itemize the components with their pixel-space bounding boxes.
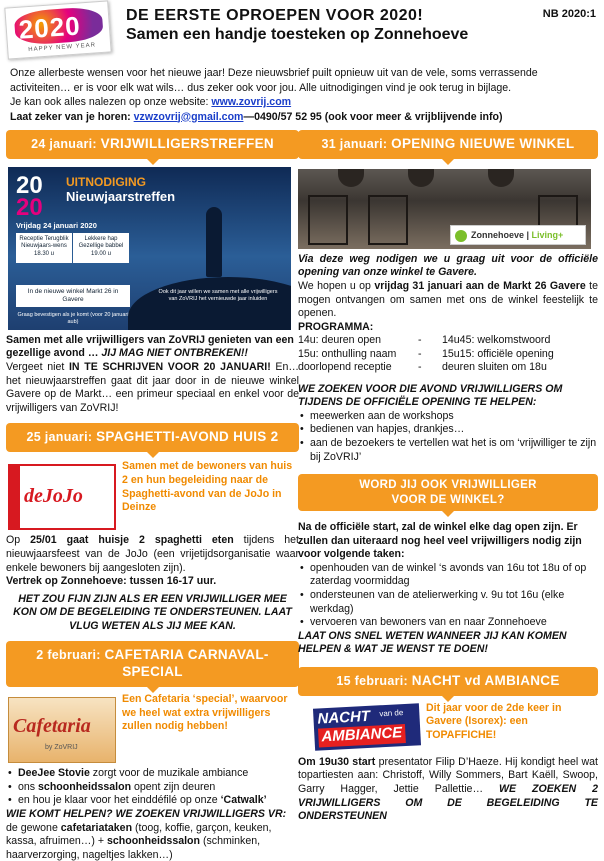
paragraph-text: We hopen u op [298, 280, 375, 293]
volunteer-call: LAAT ONS SNEL WETEN WANNEER JIJ KAN KOMEN HELPEN & WAT JE WENST TE DOEN! [298, 629, 567, 656]
paragraph-emphasis: 25/01 gaat huisje 2 spaghetti eten [30, 534, 234, 547]
flyer-title: UITNODIGING [66, 174, 146, 189]
flyer-year [16, 171, 43, 221]
table-cell: 14u45: welkomstwoord [442, 334, 551, 347]
flyer-subtitle: Nieuwjaarstreffen [66, 188, 176, 204]
table-cell: 14u: deuren open [298, 334, 382, 347]
section-intro: Na de officiële start, zal de winkel elke dag open zijn. Er zullen dan uiteraard nog heel veel vrijwilligers nodig zijn voor volgende taken: [298, 520, 582, 561]
lamp-shape [408, 169, 434, 187]
section-banner-vrijwilligerstreffen [6, 130, 299, 159]
list-item: • bedienen van hapjes, drankjes… [298, 423, 598, 437]
paragraph-emphasis: Om 19u30 start [298, 755, 376, 768]
section-paragraph [6, 361, 299, 415]
flyer-year-top: 20 [16, 171, 43, 199]
paragraph-emphasis: cafetariataken [60, 821, 133, 834]
list-item [6, 794, 299, 808]
program-title: PROGRAMMA: [298, 320, 374, 333]
flyer-program-cell: Lekkere hap Gezellige babbel 19.00 u [73, 233, 129, 263]
list-item [6, 781, 299, 795]
zonnehoeve-logo: Zonnehoeve | Living+ [450, 225, 586, 245]
invitation-flyer [8, 167, 291, 330]
section-paragraph [298, 280, 598, 321]
paragraph-text: Samen met alle vrijwilligers van ZoVRIJ genieten van een gezellige avond … [6, 333, 294, 360]
volunteer-call: WE ZOEKEN 2 VRIJWILLIGERS OM DE BEGELEIDING TE ONDERSTEUNEN [298, 782, 598, 823]
item-text: opent zijn deuren [131, 780, 216, 793]
section-intro: Samen met de bewoners van huis 2 en hun begeleiding naar de Spaghetti-avond van de JoJo in Deinze [122, 460, 293, 514]
table-cell: - [418, 347, 422, 360]
flyer-program [16, 233, 134, 265]
volunteer-call: HET ZOU FIJN ZIJN ALS ER EEN VRIJWILLIGER MEE KON OM DE BEGELEIDING TE ONDERSTEUNEN. LAAT VLUG WETEN ALS JIJ MEE KAN. [13, 592, 292, 632]
table-cell: - [418, 334, 422, 347]
newsletter-header [0, 0, 604, 62]
person-silhouette [206, 207, 222, 277]
paragraph-text: Op [6, 534, 31, 547]
paragraph-text: te mogen ontvangen om samen met ons de winkel feestelijk te openen. [298, 280, 599, 320]
intro-contact-line [10, 110, 596, 125]
paragraph-text: (schminken, haarverzorging, nageltjes lakken…) [6, 835, 261, 861]
phone-info: —0490/57 52 95 (ook voor meer & vrijblijvende info) [243, 110, 503, 123]
table-row [298, 348, 598, 361]
table-cell: 15u: onthulling naam [298, 347, 397, 360]
shop-photo [298, 169, 591, 249]
item-emphasis: DeeJee Stovie [18, 767, 90, 780]
shelf-shape [368, 195, 408, 245]
banner-title: OPENING NIEUWE WINKEL [391, 136, 575, 151]
flyer-text: Ook dit jaar willen we samen met alle vrijwilligers van ZoVRIJ het vernieuwde jaar inluiden [158, 288, 278, 302]
activity-list [6, 767, 299, 808]
section-paragraph [6, 822, 299, 861]
logo-text: Cafetaria [13, 715, 91, 738]
paragraph-text: tijdens het nieuwjaarsfeest van de JoJo (een vrijetijdsorganisatie waar enkele bewoners bij aangesloten zijn). [6, 534, 299, 574]
list-item: • vervoeren van bewoners van en naar Zonnehoeve [298, 616, 598, 630]
table-cell: doorlopend receptie [298, 361, 392, 374]
left-column [6, 130, 299, 861]
program-table [298, 334, 598, 374]
page-title: DE EERSTE OPROEPEN VOOR 2020! [126, 7, 424, 24]
item-text: en hou je klaar voor het einddéfilé op onze [18, 794, 221, 807]
banner-title: SPAGHETTI-AVOND HUIS 2 [96, 429, 279, 445]
paragraph-text: de gewone [6, 821, 61, 834]
issue-number: NB 2020:1 [542, 8, 596, 20]
paragraph-text: En… het nieuwjaarstreffen gaat dit jaar door in de nieuwe winkel Gavere op de Markt… een primeur speciaal en enkel voor de vrijwilligers van ZoVRIJ! [6, 361, 299, 414]
banner-date: 31 januari: [321, 137, 392, 151]
shelf-shape [308, 195, 348, 245]
logo-text: NACHT [317, 707, 371, 728]
item-text: ons [18, 780, 39, 793]
section-banner-nacht [298, 667, 598, 696]
table-row [298, 334, 598, 347]
section-paragraph [6, 534, 299, 575]
section-lead: Via deze weg nodigen we u graag uit voor de officiële opening van onze winkel te Gavere. [298, 252, 598, 279]
section-intro: Een Cafetaria ‘special’, waarvoor we heel wat extra vrijwilligers zullen nodig hebben! [122, 693, 288, 733]
item-emphasis: schoonheidssalon [38, 780, 132, 793]
sun-icon [455, 230, 467, 242]
section-paragraph [6, 334, 299, 361]
logo-text: van de [379, 707, 404, 719]
flyer-program-cell: Receptie Terugblik Nieuwjaars-wens 18.30 u [16, 233, 72, 263]
lamp-shape [338, 169, 364, 187]
banner-date: 25 januari: [26, 430, 97, 445]
logo-bar [10, 466, 20, 528]
item-emphasis: ‘Catwalk’ [220, 794, 267, 807]
logo-subtitle: HAPPY NEW YEAR [28, 42, 97, 54]
new-year-logo [4, 0, 111, 59]
volunteer-call: WE ZOEKEN VOOR DIE AVOND VRIJWILLIGERS OM TIJDENS DE OFFICIËLE OPENING TE HELPEN: [298, 382, 563, 409]
logo-year: 2020 [17, 10, 82, 45]
intro-line: activiteiten… er is voor elk wat wils… dus zeker ook voor jou. Alle uitnodigingen vind je ook terug in bijlage. [10, 81, 512, 94]
paragraph-emphasis: JIJ MAG NIET ONTBREKEN!! [101, 347, 248, 360]
table-row [298, 361, 598, 374]
flyer-location: In de nieuwe winkel Markt 26 in Gavere [16, 285, 130, 307]
section-intro: Dit jaar voor de 2de keer in Gavere (Isorex): een TOPAFFICHE! [426, 701, 562, 741]
paragraph-text: Vergeet niet [6, 361, 69, 374]
flyer-note: Graag bevestigen als je komt (voor 20 januari aub) [17, 311, 129, 325]
list-item [6, 767, 299, 781]
volunteer-call: WIE KOMT HELPEN? WE ZOEKEN VRIJWILLIGERS VR: [6, 808, 287, 820]
contact-prefix: Laat zeker van je horen: [10, 110, 134, 123]
banner-title: CAFETARIA CARNAVAL-SPECIAL [104, 647, 269, 680]
website-prefix: Je kan ook alles nalezen op onze website: [10, 96, 212, 108]
departure-time: Vertrek op Zonnehoeve: tussen 16-17 uur. [6, 575, 217, 588]
section-banner-cafetaria [6, 641, 299, 687]
banner-date: 15 februari: [336, 673, 412, 688]
task-list [298, 562, 598, 630]
page-subtitle: Samen een handje toesteken op Zonnehoeve [126, 26, 469, 43]
intro-website-line [10, 95, 596, 110]
website-link[interactable]: www.zovrij.com [211, 96, 292, 108]
paragraph-emphasis: IN TE SCHRIJVEN VOOR 20 JANUARI! [68, 361, 271, 374]
mountain-silhouette [128, 277, 291, 330]
banner-title: VOOR DE WINKEL? [391, 493, 505, 506]
table-cell: - [418, 361, 422, 374]
paragraph-text: presentator Filip D’Haeze. Hij kondigt heel wat topartiesten aan: Christoff, Willy Sommers, Bart Kaëll, Swoop, Garry Hagger, Jettie Pallettie… [298, 755, 598, 795]
list-item: • openhouden van de winkel ‘s avonds van 16u tot 18u of op zaterdag voormiddag [298, 562, 598, 589]
banner-title: VRIJWILLIGERSTREFFEN [100, 136, 274, 151]
logo-suffix: Living+ [531, 229, 564, 240]
task-list [298, 410, 598, 464]
section-banner-spaghetti [6, 423, 299, 452]
logo-text: deJoJo [24, 485, 83, 508]
banner-date: 2 februari: [36, 648, 105, 663]
flyer-year-bottom: 20 [16, 193, 43, 221]
nacht-ambiance-logo [313, 703, 421, 750]
logo-name: Zonnehoeve [471, 229, 525, 240]
cafetaria-logo [8, 697, 116, 763]
list-item: • meewerken aan de workshops [298, 410, 598, 424]
table-cell: deuren sluiten om 18u [442, 361, 547, 374]
banner-date: 24 januari: [31, 137, 101, 151]
logo-text: AMBIANCE [318, 724, 406, 747]
logo-subtitle: by ZoVRIJ [45, 744, 78, 752]
email-link[interactable]: vzwzovrij@gmail.com [133, 110, 244, 123]
paragraph-emphasis: vrijdag 31 januari aan de Markt 26 Gavere [374, 280, 586, 293]
lamp-shape [488, 169, 514, 187]
paragraph-text: (toog, koffie, garçon, keuken, kassa, afruimen…) + [6, 821, 272, 848]
section-banner-opening [298, 130, 598, 159]
item-text: zorgt voor de muzikale ambiance [89, 767, 249, 780]
section-paragraph [298, 756, 598, 824]
dejojo-logo [8, 464, 116, 530]
paragraph-emphasis: schoonheidssalon [106, 835, 200, 848]
banner-title: WORD JIJ OOK VRIJWILLIGER [359, 479, 537, 492]
banner-title: NACHT vd AMBIANCE [411, 672, 560, 688]
list-item: • aan de bezoekers te vertellen wat het is om ‘vrijwilliger te zijn bij ZoVRIJ’ [298, 437, 598, 464]
section-banner-winkel [298, 474, 598, 511]
right-column [298, 130, 598, 824]
intro-line: Onze allerbeste wensen voor het nieuwe jaar! Deze nieuwsbrief puilt opnieuw uit van de vele, soms verrassende [10, 67, 538, 79]
flyer-date: Vrijdag 24 januari 2020 [16, 220, 97, 230]
table-cell: 15u15: officiële opening [442, 347, 554, 360]
list-item: • ondersteunen van de atelierwerking v. 9u tot 16u (elke werkdag) [298, 589, 598, 616]
intro-text [10, 66, 596, 124]
